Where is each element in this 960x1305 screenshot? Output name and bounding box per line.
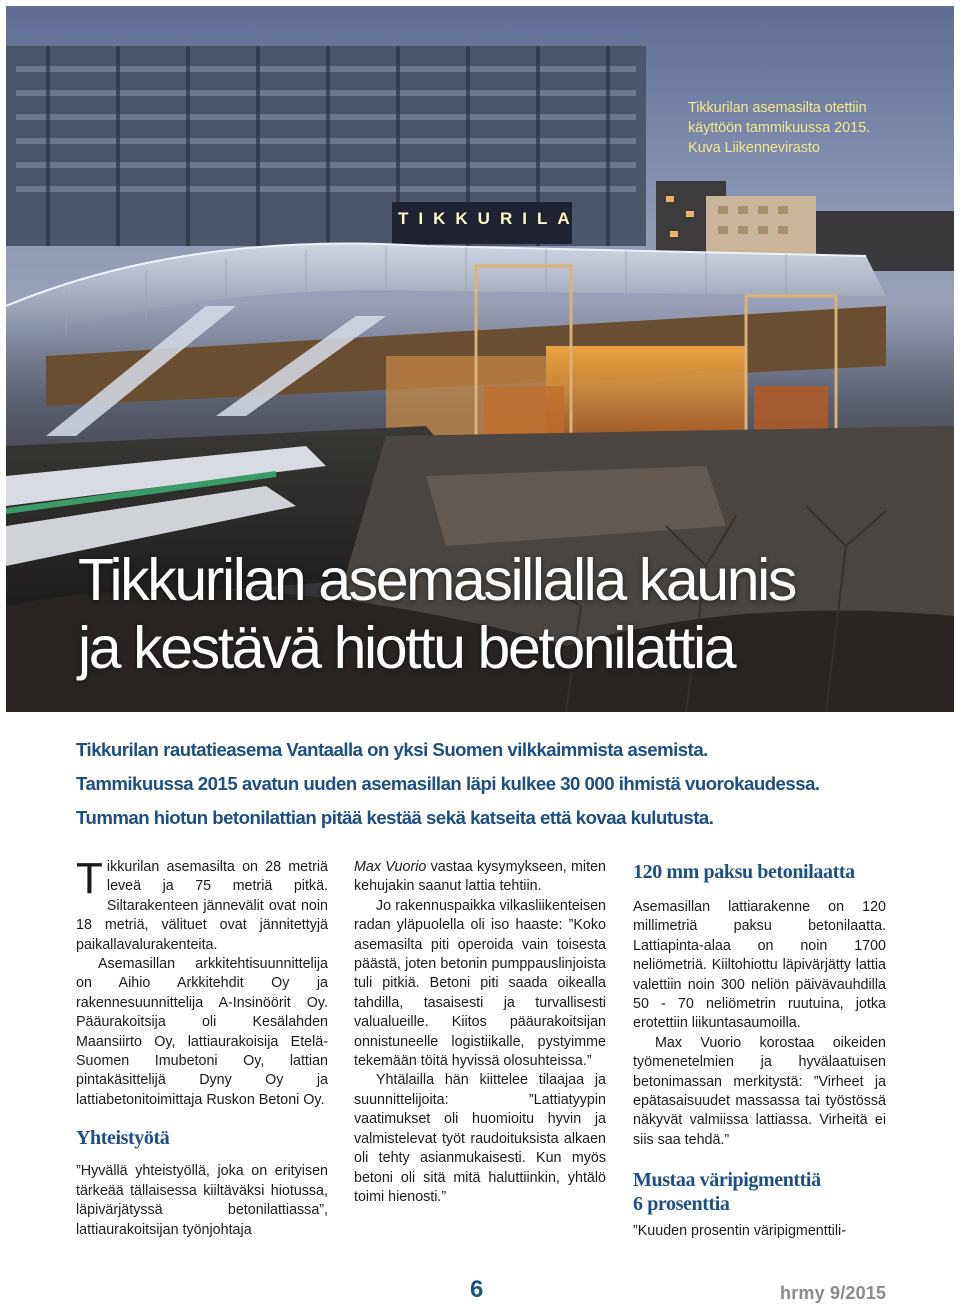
magazine-issue: hrmy 9/2015 — [780, 1283, 887, 1303]
photo-caption-line: käyttöön tammikuussa 2015. — [688, 120, 870, 136]
page-number: 6 — [470, 1276, 484, 1303]
lead-line: Tammikuussa 2015 avatun uuden asemasillan läpi kulkee 30 000 ihmistä vuorokaudessa. — [76, 773, 820, 794]
paragraph: Yhtälailla hän kiittelee tilaajaa ja suunnittelijoita: ”Lattiatyypin vaatimukset oli huomioitu hyvin ja valmistelevat työt raudoituksista alkaen oli tehty asianmukaisesti. Kun myös betoni oli sitä mitä haluttiinkin, yhtälö toimi hienosti.” — [354, 1072, 606, 1205]
paragraph: Max Vuorio korostaa oikeiden työmenetelmien ja hyvälaatuisen betonimassan merkitystä: ”Virheet ja epätasaisuudet massassa tai työstössä näkyvät valmiissa lattiassa. Virheitä ei siis saa tehdä.” — [633, 1034, 886, 1148]
photo-caption-line: Tikkurilan asemasilta otettiin — [688, 100, 867, 116]
hero-photo — [6, 6, 954, 712]
lead-line: Tikkurilan rautatieasema Vantaalla on yksi Suomen vilkkaimmista asemista. — [76, 739, 708, 760]
person-name: Max Vuorio — [354, 859, 427, 875]
subheading-yhteistyota: Yhteistyötä — [76, 1127, 170, 1150]
text-column-2 — [354, 858, 606, 1207]
paragraph — [354, 858, 606, 897]
photo-caption-line: Kuva Liikennevirasto — [688, 140, 820, 156]
article-title-line: ja kestävä hiottu betonilattia — [78, 615, 735, 681]
paragraph: Jo rakennuspaikka vilkasliikenteisen radan yläpuolella oli iso haaste: ”Koko asemasilta piti operoida vain toisesta päästä, joten betonin pumppauslinjoista tuli pitkiä. Betoni piti saada oikealla tahdilla, tasaisesti ja turvallisesti valualueille. Kiitos pääurakoitsijan onnistuneelle logistiikalle, pystyimme tekemään töitä hyvissä olosuhteissa.” — [354, 897, 606, 1070]
text-column-1 — [76, 854, 328, 1240]
text-column-3 — [633, 858, 886, 1242]
article-title — [78, 546, 938, 682]
article-title-line: Tikkurilan asemasillalla kaunis — [78, 547, 795, 613]
paragraph: Asemasillan arkkitehtisuunnittelija on Aihio Arkkitehdit Oy ja rakennesuunnittelija A-Insinöörit Oy. Pääurakoitsija oli Kesälahden Maansiirto Oy, lattiaurakoisija Etelä-Suomen Imubetoni Oy, lattian pintakäsittelijä Dyny Oy ja lattiabetonitoimittaja Ruskon Betoni Oy. — [76, 956, 328, 1108]
station-sign: TIKKURILA — [398, 209, 580, 228]
paragraph: ”Hyvällä yhteistyöllä, joka on erityisen tärkeää tällaisessa kiiltäväksi hiotussa, läpivärjätyssä betonilattiassa”, lattiaurakoitsijan työnjohtaja — [76, 1163, 328, 1238]
subheading-betonilaatta: 120 mm paksu betonilaatta — [633, 861, 855, 883]
paragraph: Asemasillan lattiarakenne on 120 millimetriä paksu betonilaatta. Lattiapinta-alaa on noin 1700 neliömetriä. Kiiltohiottu läpivärjätty lattia valettiin noin 300 neliön päivävauhdilla 50 - 70 neliömetrin ruutuina, jotka erotettiin liikuntasaumoilla. — [633, 899, 886, 1032]
subheading-varipigmentti — [633, 1168, 886, 1216]
paragraph: ”Kuuden prosentin väripigmenttili- — [633, 1223, 846, 1240]
paragraph-text: ikkurilan asemasilta on 28 metriä leveä ja 75 metriä pitkä. Siltarakenteen jännevälit ovat noin 18 metriä, välituet ovat jännitettyjä paikallavalurakenteita. — [76, 859, 328, 953]
paragraph — [76, 854, 328, 955]
drop-cap: T — [76, 854, 103, 903]
subheading-line: Mustaa väripigmenttiä — [633, 1169, 821, 1192]
lead-line: Tumman hiotun betonilattian pitää kestää sekä katseita että kovaa kulutusta. — [76, 807, 714, 828]
photo-caption — [688, 98, 918, 158]
subheading-line: 6 prosenttia — [633, 1193, 730, 1216]
paragraph-text: vastaa kysymykseen, miten kehujakin saanut lattia tehtiin. — [354, 859, 606, 895]
article-lead — [76, 733, 896, 835]
